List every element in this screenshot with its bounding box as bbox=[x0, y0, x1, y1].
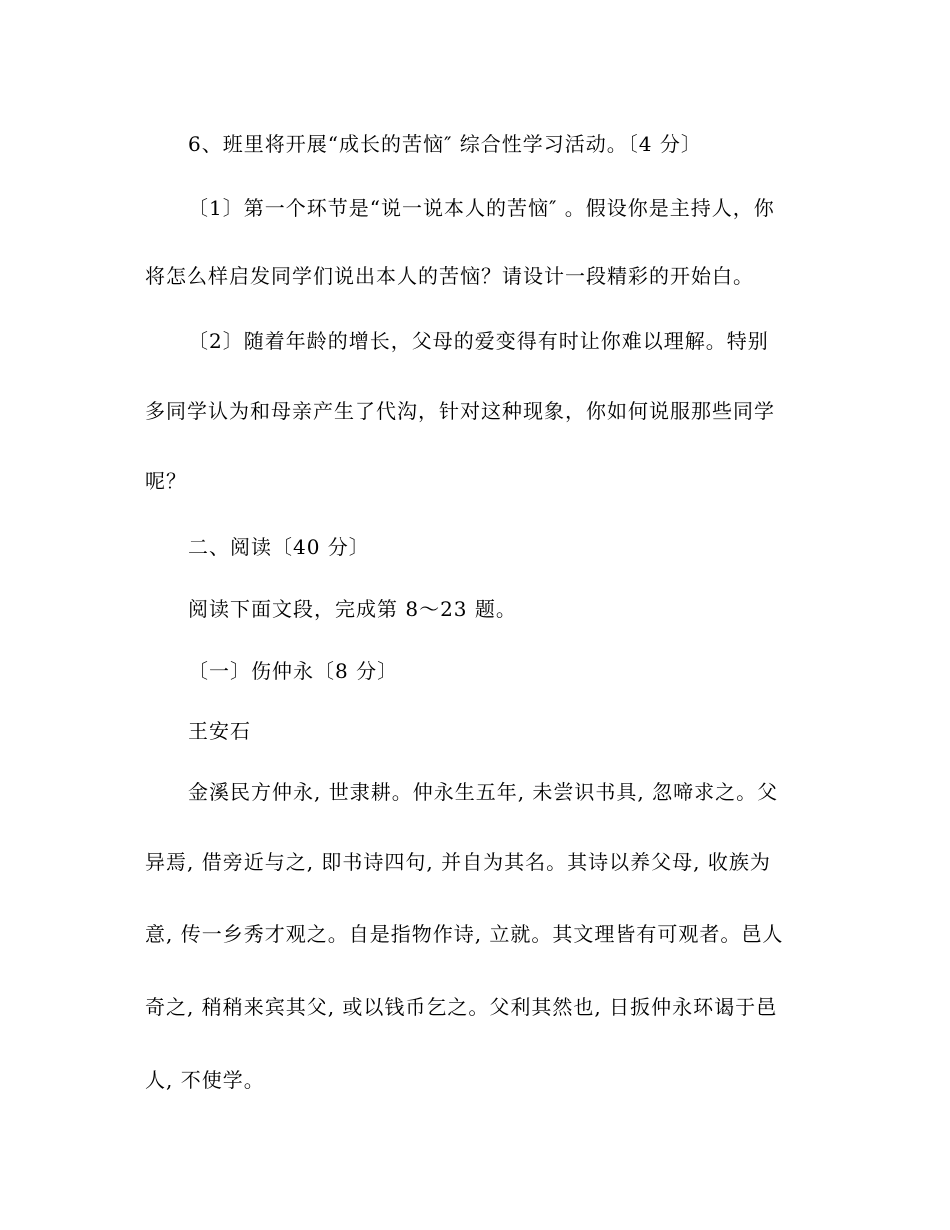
passage-1-line: 金溪民方仲永, 世隶耕。仲永生五年, 未尝识书具, 忽啼求之。父 bbox=[188, 780, 779, 804]
passage-1-line: 人, 不使学。 bbox=[145, 1068, 265, 1092]
section-2-heading: 二、阅读〔40 分〕 bbox=[188, 535, 370, 559]
question-6-part-1-line-2: 将怎么样启发同学们说出本人的苦恼？请设计一段精彩的开始白。 bbox=[145, 264, 754, 288]
question-6-part-2-line-3: 呢？ bbox=[145, 469, 187, 493]
question-6-title: 6、班里将开展“成长的苦恼″ 综合性学习活动。〔4 分〕 bbox=[188, 132, 702, 156]
passage-1-line: 异焉, 借旁近与之, 即书诗四句, 并自为其名。其诗以养父母, 收族为 bbox=[145, 850, 771, 874]
question-6-part-2-line-2: 多同学认为和母亲产生了代沟，针对这种现象，你如何说服那些同学 bbox=[145, 399, 775, 423]
passage-1-line: 奇之, 稍稍来宾其父, 或以钱币乞之。父利其然也, 日扳仲永环谒于邑 bbox=[145, 995, 778, 1019]
question-6-part-2-line-1: 〔2〕随着年龄的增长，父母的爱变得有时让你难以理解。特别 bbox=[188, 329, 769, 353]
passage-1-line: 意, 传一乡秀才观之。自是指物作诗, 立就。其文理皆有可观者。邑人 bbox=[145, 922, 784, 946]
passage-1-title: 〔一〕伤仲永〔8 分〕 bbox=[188, 659, 399, 683]
question-6-part-1-line-1: 〔1〕第一个环节是“说一说本人的苦恼″ 。假设你是主持人，你 bbox=[188, 196, 775, 220]
section-2-instruction: 阅读下面文段，完成第 8～23 题。 bbox=[188, 597, 517, 621]
passage-1-author: 王安石 bbox=[188, 719, 251, 743]
